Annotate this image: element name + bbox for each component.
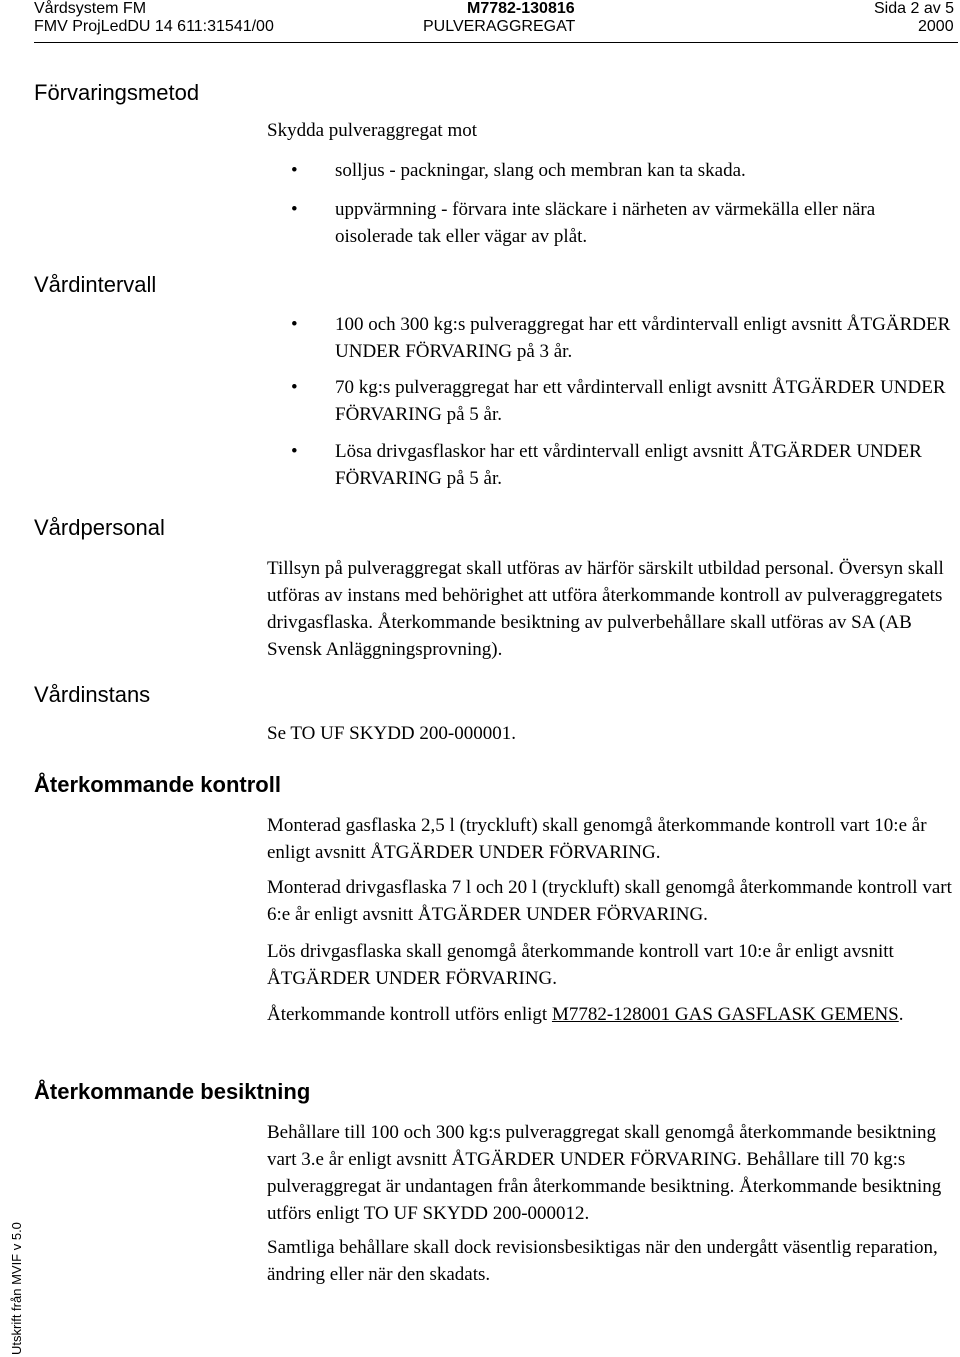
bullet-text: 100 och 300 kg:s pulveraggregat har ett vårdintervall enligt avsnitt ÅTGÄRDER UNDER FÖRVARING på 3 år. [335,314,951,362]
vardinstans-text: Se TO UF SKYDD 200-000001. [267,723,516,744]
aterkommande-kontroll-reference [267,1001,927,1028]
bullet-marker: • [291,314,298,335]
vardpersonal-text: Tillsyn på pulveraggregat skall utföras av härför särskilt utbildad personal. Översyn skall utföras av instans med behörighet att utföra återkommande kontroll av pulveraggregatets drivgasflaska. Återkommande besiktning av pulverbehållare skall utföras av SA (AB Svensk Anläggningsprovning). [267,558,944,660]
bullet-marker: • [291,377,298,398]
forvaringsmetod-bullet [291,196,956,250]
section-heading-vardpersonal: Vårdpersonal [34,515,165,540]
bullet-marker: • [291,199,298,220]
print-source-note: Utskrift från MVIF v 5.0 [9,1222,24,1355]
aterkommande-kontroll-paragraph: Monterad gasflaska 2,5 l (tryckluft) skall genomgå återkommande kontroll vart 10:e år enligt avsnitt ÅTGÄRDER UNDER FÖRVARING. [267,815,927,863]
aterkommande-besiktning-paragraph: Samtliga behållare skall dock revisionsbesiktigas när den undergått väsentlig reparation, ändring eller när den skadats. [267,1237,938,1285]
header-year: 2000 [918,18,954,35]
forvaringsmetod-bullet [291,157,956,184]
section-heading-aterkommande-kontroll: Återkommande kontroll [34,772,281,797]
header-doc-code: M7782-130816 [467,0,575,17]
section-heading-aterkommande-besiktning: Återkommande besiktning [34,1079,311,1104]
vardintervall-bullet [291,311,956,365]
aterkommande-besiktning-paragraph: Behållare till 100 och 300 kg:s pulveraggregat skall genomgå återkommande besiktning vart 3.e år enligt avsnitt ÅTGÄRDER UNDER FÖRVARING. Behållare till 70 kg:s pulveraggregat är undantagen från återkommande besiktning. Återkommande besiktning utförs enligt TO UF SKYDD 200-000012. [267,1122,942,1224]
vardintervall-bullet [291,374,956,428]
header-page-number: Sida 2 av 5 [874,0,955,17]
reference-prefix: Återkommande kontroll utförs enligt [267,1004,552,1025]
header-system: Vårdsystem FM [34,0,147,17]
bullet-text: uppvärmning - förvara inte släckare i närheten av värmekälla eller nära oisolerade tak eller vägar av plåt. [335,199,876,247]
bullet-text: Lösa drivgasflaskor har ett vårdintervall enligt avsnitt ÅTGÄRDER UNDER FÖRVARING på 5 år. [335,441,922,489]
aterkommande-kontroll-paragraph: Monterad drivgasflaska 7 l och 20 l (tryckluft) skall genomgå återkommande kontroll vart 6:e år enligt avsnitt ÅTGÄRDER UNDER FÖRVARING. [267,877,952,925]
section-heading-forvaringsmetod: Förvaringsmetod [34,80,200,105]
aterkommande-kontroll-paragraph: Lös drivgasflaska skall genomgå återkommande kontroll vart 10:e år enligt avsnitt ÅTGÄRDER UNDER FÖRVARING. [267,941,894,989]
header-divider [34,42,958,43]
forvaringsmetod-intro: Skydda pulveraggregat mot [267,120,478,141]
section-heading-vardinstans: Vårdinstans [34,682,151,707]
bullet-text: 70 kg:s pulveraggregat har ett vårdintervall enligt avsnitt ÅTGÄRDER UNDER FÖRVARING på 5 år. [335,377,946,425]
vardintervall-bullet [291,438,956,492]
bullet-text: solljus - packningar, slang och membran kan ta skada. [335,160,746,181]
bullet-marker: • [291,160,298,181]
header-subject: PULVERAGGREGAT [423,18,576,35]
section-heading-vardintervall: Vårdintervall [34,272,157,297]
bullet-marker: • [291,441,298,462]
header-project: FMV ProjLedDU 14 611:31541/00 [34,18,274,35]
reference-link[interactable]: M7782-128001 GAS GASFLASK GEMENS [551,1004,899,1025]
reference-suffix: . [898,1004,904,1025]
